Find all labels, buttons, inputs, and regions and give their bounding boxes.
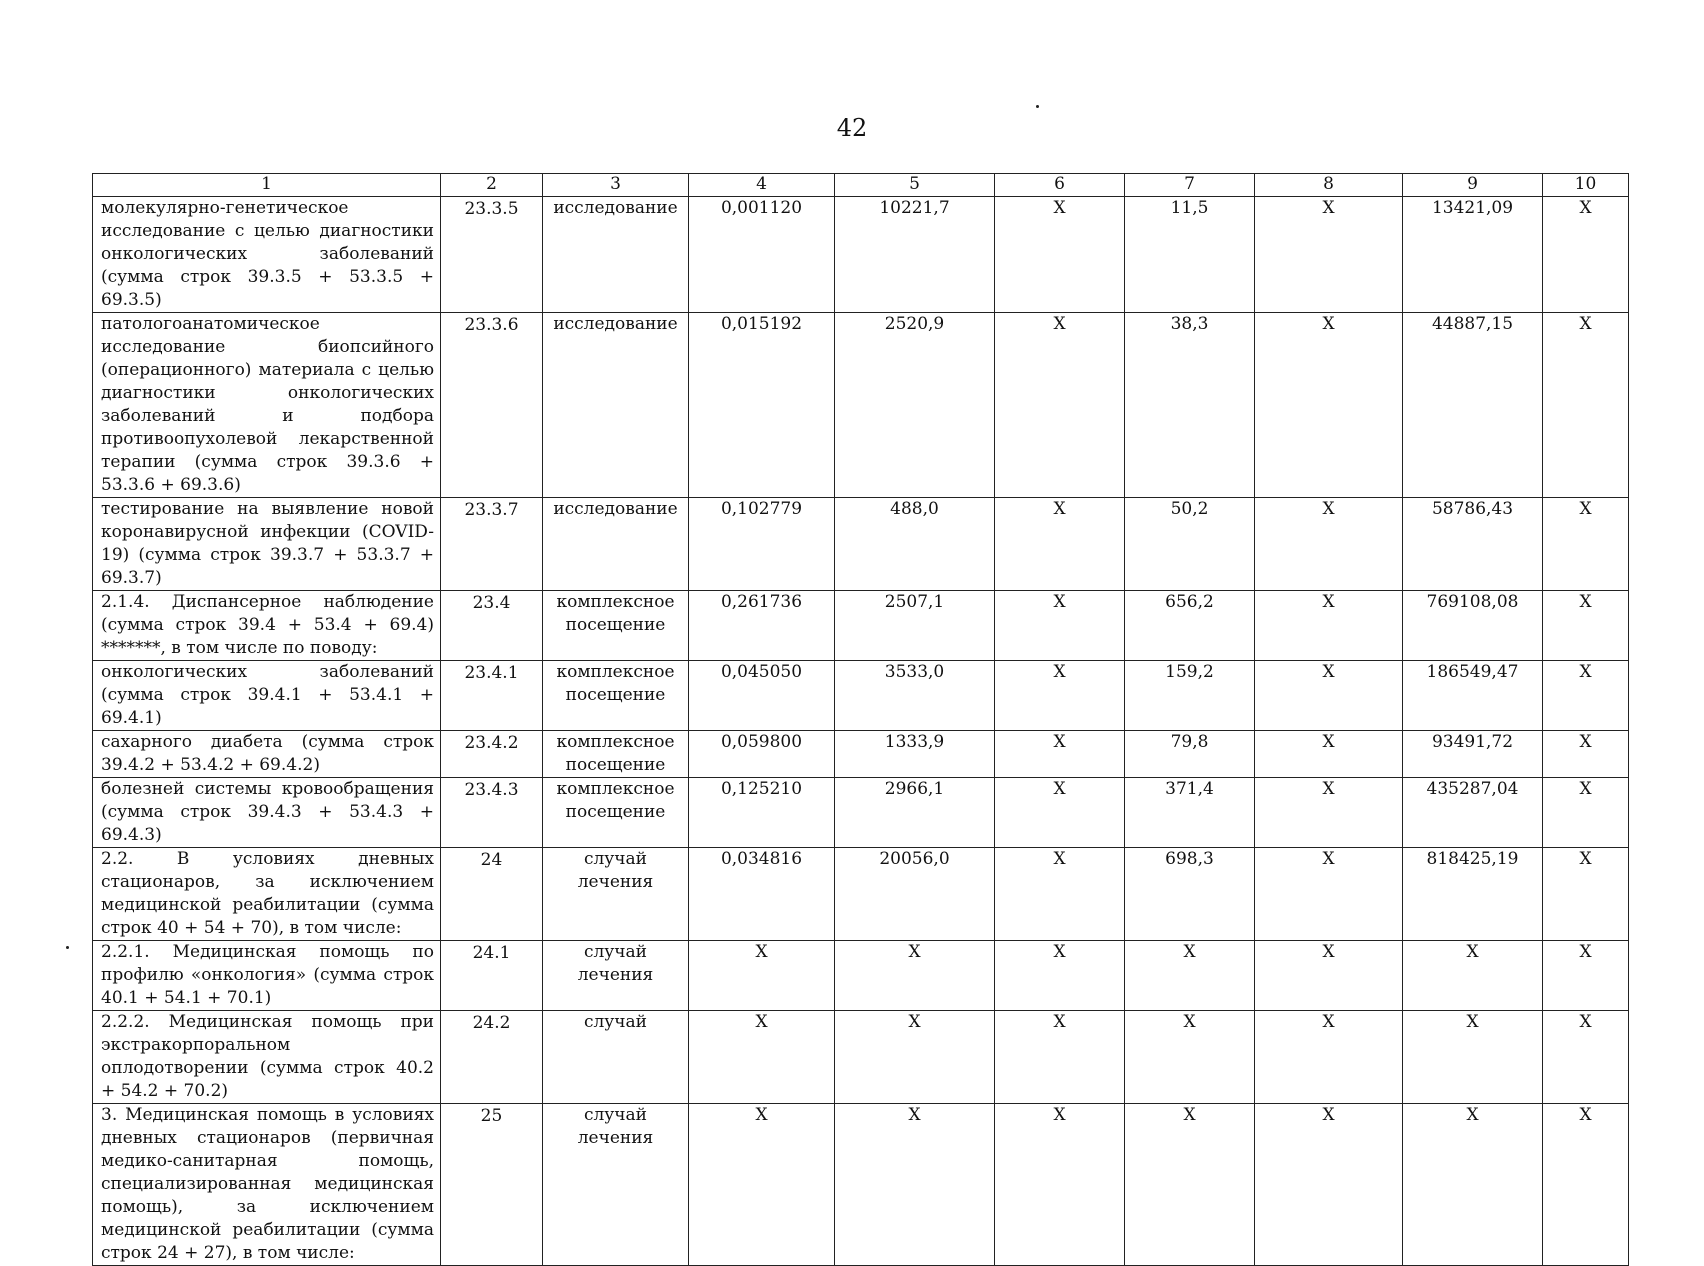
row-value-cell: X <box>1543 1104 1629 1266</box>
row-code-cell: 23.3.7 <box>441 498 543 591</box>
row-unit-cell: случай <box>543 1011 689 1104</box>
row-name-cell: сахарного диабета (сумма строк 39.4.2 + 53.4.2 + 69.4.2) <box>93 731 441 778</box>
table-row <box>93 731 1629 778</box>
table-row <box>93 941 1629 1011</box>
row-value-cell: X <box>1543 591 1629 661</box>
row-unit-cell: случай лечения <box>543 848 689 941</box>
row-value-cell: 10221,7 <box>835 197 995 313</box>
row-unit-cell: случай лечения <box>543 941 689 1011</box>
row-name-cell: молекулярно-генетическое исследование с целью диагностики онкологических заболеваний (сумма строк 39.3.5 + 53.3.5 + 69.3.5) <box>93 197 441 313</box>
scan-speck <box>1036 105 1039 108</box>
row-value-cell: X <box>995 313 1125 498</box>
row-value-cell: X <box>835 1011 995 1104</box>
row-value-cell: X <box>1125 1011 1255 1104</box>
row-value-cell: X <box>1543 848 1629 941</box>
row-value-cell: 0,102779 <box>689 498 835 591</box>
table-row <box>93 197 1629 313</box>
row-value-cell: 2966,1 <box>835 778 995 848</box>
row-name-cell: 3. Медицинская помощь в условиях дневных стационаров (первичная медико-санитарная помощь, специализированная медицинская помощь), за исключением медицинской реабилитации (сумма строк 24 + 27), в том числе: <box>93 1104 441 1266</box>
row-value-cell: X <box>1543 778 1629 848</box>
row-name-cell: 2.2. В условиях дневных стационаров, за исключением медицинской реабилитации (сумма строк 40 + 54 + 70), в том числе: <box>93 848 441 941</box>
row-value-cell: 38,3 <box>1125 313 1255 498</box>
row-value-cell: 3533,0 <box>835 661 995 731</box>
row-value-cell: 13421,09 <box>1403 197 1543 313</box>
row-value-cell: X <box>995 1011 1125 1104</box>
row-name-cell: болезней системы кровообращения (сумма строк 39.4.3 + 53.4.3 + 69.4.3) <box>93 778 441 848</box>
row-value-cell: X <box>1255 848 1403 941</box>
row-value-cell: X <box>1255 731 1403 778</box>
row-name-cell: онкологических заболеваний (сумма строк 39.4.1 + 53.4.1 + 69.4.1) <box>93 661 441 731</box>
row-value-cell: 11,5 <box>1125 197 1255 313</box>
row-value-cell: X <box>995 848 1125 941</box>
page-number: 42 <box>836 114 868 142</box>
row-value-cell: 20056,0 <box>835 848 995 941</box>
row-value-cell: 50,2 <box>1125 498 1255 591</box>
row-value-cell: X <box>1543 941 1629 1011</box>
row-value-cell: X <box>1255 1104 1403 1266</box>
row-unit-cell: комплексное посещение <box>543 661 689 731</box>
header-cell: 5 <box>835 174 995 197</box>
header-cell: 2 <box>441 174 543 197</box>
row-value-cell: 2507,1 <box>835 591 995 661</box>
row-value-cell: 769108,08 <box>1403 591 1543 661</box>
row-value-cell: 0,034816 <box>689 848 835 941</box>
row-value-cell: X <box>689 1011 835 1104</box>
row-value-cell: X <box>689 1104 835 1266</box>
row-value-cell: X <box>689 941 835 1011</box>
table-row <box>93 591 1629 661</box>
row-value-cell: X <box>1543 197 1629 313</box>
row-value-cell: 186549,47 <box>1403 661 1543 731</box>
header-cell: 1 <box>93 174 441 197</box>
row-code-cell: 23.3.5 <box>441 197 543 313</box>
row-value-cell: X <box>1543 1011 1629 1104</box>
row-code-cell: 23.4.1 <box>441 661 543 731</box>
row-value-cell: 159,2 <box>1125 661 1255 731</box>
row-unit-cell: исследование <box>543 498 689 591</box>
row-value-cell: X <box>1543 661 1629 731</box>
row-value-cell: X <box>1255 591 1403 661</box>
row-value-cell: X <box>1543 731 1629 778</box>
row-code-cell: 23.3.6 <box>441 313 543 498</box>
row-value-cell: X <box>995 778 1125 848</box>
row-value-cell: X <box>1255 941 1403 1011</box>
row-unit-cell: исследование <box>543 313 689 498</box>
table-body <box>93 174 1629 1266</box>
row-code-cell: 24.1 <box>441 941 543 1011</box>
row-code-cell: 23.4.3 <box>441 778 543 848</box>
row-value-cell: X <box>1255 498 1403 591</box>
row-name-cell: тестирование на выявление новой коронавирусной инфекции (COVID-19) (сумма строк 39.3.7 + 53.3.7 + 69.3.7) <box>93 498 441 591</box>
row-value-cell: X <box>995 591 1125 661</box>
header-row <box>93 174 1629 197</box>
row-value-cell: X <box>1255 197 1403 313</box>
row-value-cell: X <box>995 941 1125 1011</box>
row-value-cell: 371,4 <box>1125 778 1255 848</box>
row-value-cell: 0,125210 <box>689 778 835 848</box>
header-cell: 4 <box>689 174 835 197</box>
row-value-cell: X <box>995 1104 1125 1266</box>
row-code-cell: 25 <box>441 1104 543 1266</box>
table-row <box>93 778 1629 848</box>
row-unit-cell: исследование <box>543 197 689 313</box>
header-cell: 7 <box>1125 174 1255 197</box>
row-value-cell: 435287,04 <box>1403 778 1543 848</box>
row-value-cell: 58786,43 <box>1403 498 1543 591</box>
row-value-cell: 0,015192 <box>689 313 835 498</box>
header-cell: 3 <box>543 174 689 197</box>
row-value-cell: 0,045050 <box>689 661 835 731</box>
row-unit-cell: комплексное посещение <box>543 591 689 661</box>
row-value-cell: X <box>1125 941 1255 1011</box>
row-value-cell: 488,0 <box>835 498 995 591</box>
row-value-cell: 0,001120 <box>689 197 835 313</box>
table-row <box>93 498 1629 591</box>
row-code-cell: 24 <box>441 848 543 941</box>
row-value-cell: 44887,15 <box>1403 313 1543 498</box>
row-value-cell: X <box>995 197 1125 313</box>
row-value-cell: 93491,72 <box>1403 731 1543 778</box>
header-cell: 9 <box>1403 174 1543 197</box>
row-value-cell: X <box>1403 941 1543 1011</box>
row-value-cell: X <box>1403 1104 1543 1266</box>
row-value-cell: 698,3 <box>1125 848 1255 941</box>
scan-speck <box>66 946 69 949</box>
row-value-cell: X <box>995 661 1125 731</box>
table-row <box>93 1104 1629 1266</box>
row-value-cell: 0,261736 <box>689 591 835 661</box>
row-value-cell: X <box>1543 498 1629 591</box>
row-value-cell: X <box>1255 1011 1403 1104</box>
row-code-cell: 24.2 <box>441 1011 543 1104</box>
row-value-cell: X <box>835 1104 995 1266</box>
table-row <box>93 313 1629 498</box>
row-value-cell: X <box>1125 1104 1255 1266</box>
row-value-cell: X <box>995 731 1125 778</box>
row-value-cell: X <box>1255 313 1403 498</box>
row-name-cell: 2.2.2. Медицинская помощь при экстракорпоральном оплодотворении (сумма строк 40.2 + 54.2 + 70.2) <box>93 1011 441 1104</box>
row-value-cell: X <box>1255 778 1403 848</box>
data-table <box>92 173 1629 1266</box>
table-row <box>93 848 1629 941</box>
row-value-cell: 1333,9 <box>835 731 995 778</box>
header-cell: 6 <box>995 174 1125 197</box>
row-unit-cell: комплексное посещение <box>543 731 689 778</box>
row-code-cell: 23.4.2 <box>441 731 543 778</box>
row-value-cell: X <box>1403 1011 1543 1104</box>
row-value-cell: 0,059800 <box>689 731 835 778</box>
header-cell: 10 <box>1543 174 1629 197</box>
row-unit-cell: случай лечения <box>543 1104 689 1266</box>
row-value-cell: 818425,19 <box>1403 848 1543 941</box>
row-name-cell: 2.2.1. Медицинская помощь по профилю «онкология» (сумма строк 40.1 + 54.1 + 70.1) <box>93 941 441 1011</box>
row-value-cell: X <box>835 941 995 1011</box>
row-value-cell: X <box>995 498 1125 591</box>
row-unit-cell: комплексное посещение <box>543 778 689 848</box>
row-code-cell: 23.4 <box>441 591 543 661</box>
row-value-cell: 2520,9 <box>835 313 995 498</box>
header-cell: 8 <box>1255 174 1403 197</box>
row-value-cell: X <box>1255 661 1403 731</box>
table-row <box>93 1011 1629 1104</box>
row-name-cell: 2.1.4. Диспансерное наблюдение (сумма строк 39.4 + 53.4 + 69.4) *******, в том числе по поводу: <box>93 591 441 661</box>
row-name-cell: патологоанатомическое исследование биопсийного (операционного) материала с целью диагностики онкологических заболеваний и подбора противоопухолевой лекарственной терапии (сумма строк 39.3.6 + 53.3.6 + 69.3.6) <box>93 313 441 498</box>
table-row <box>93 661 1629 731</box>
row-value-cell: 656,2 <box>1125 591 1255 661</box>
row-value-cell: X <box>1543 313 1629 498</box>
row-value-cell: 79,8 <box>1125 731 1255 778</box>
